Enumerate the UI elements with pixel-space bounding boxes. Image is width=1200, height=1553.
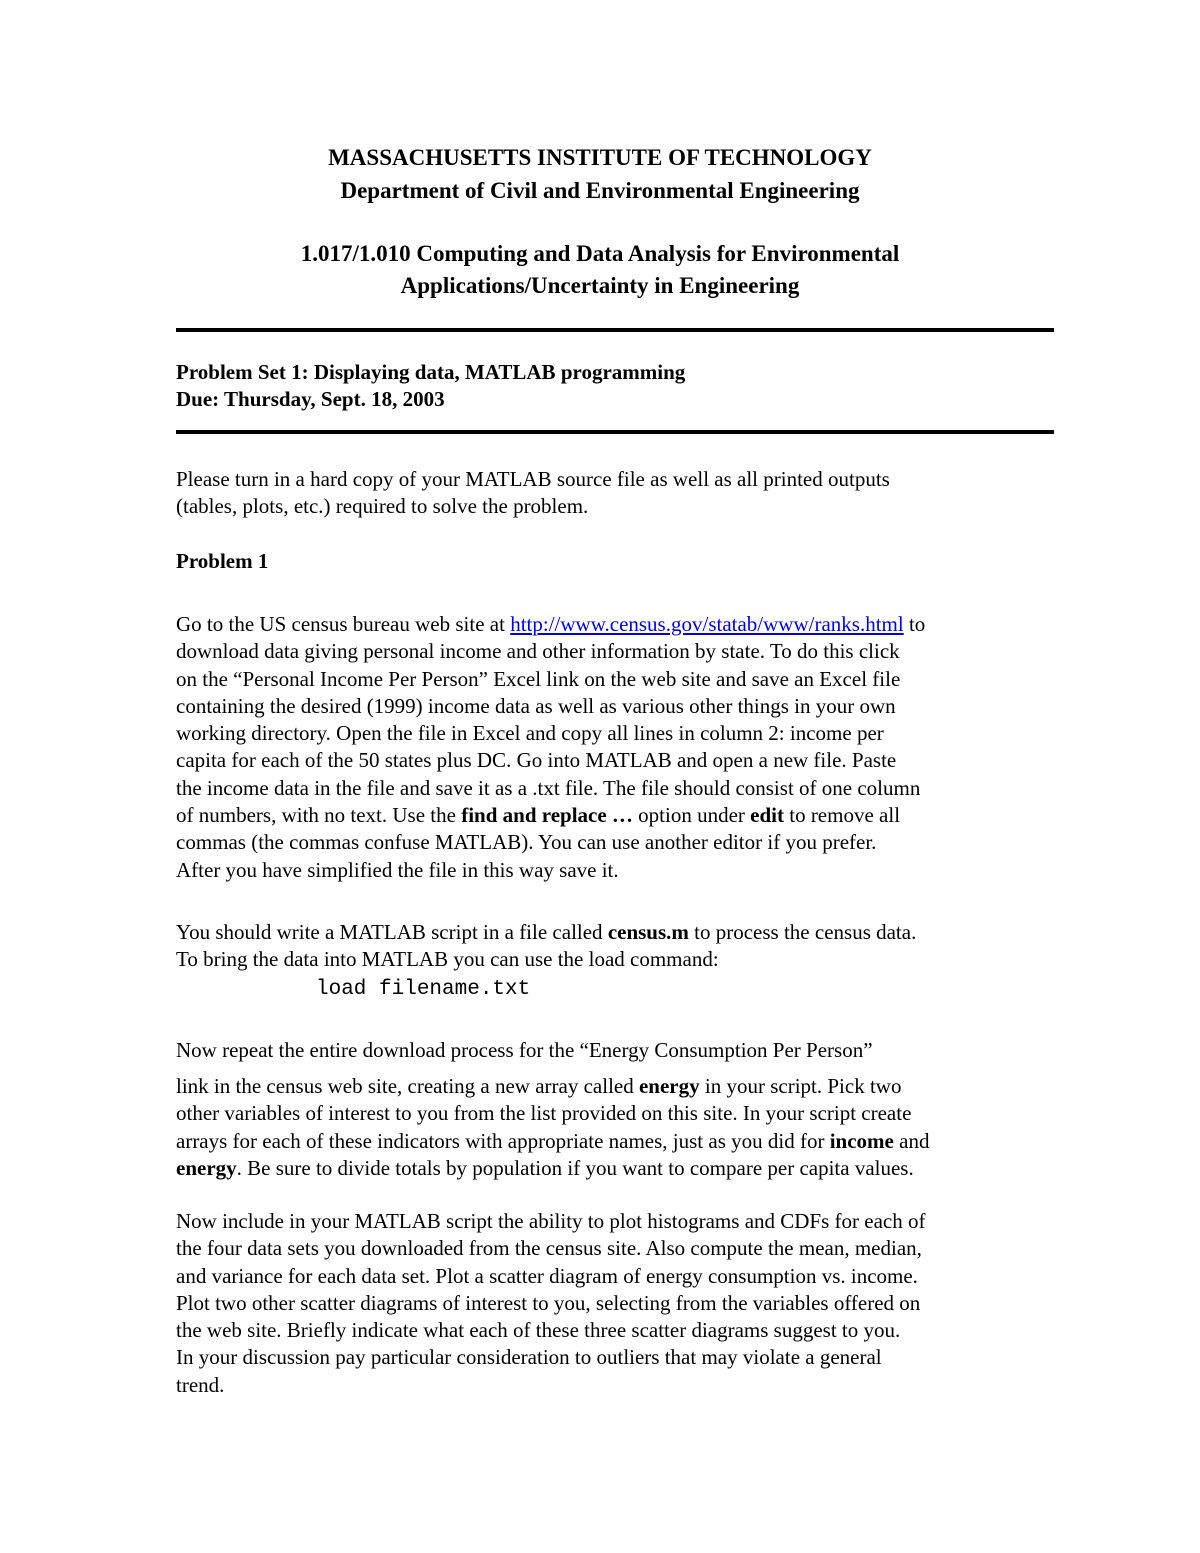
find-replace-term: find and replace … <box>461 803 633 828</box>
paragraph-script-instructions <box>176 919 1056 1003</box>
paragraph-line: and variance for each data set. Plot a scatter diagram of energy consumption vs. income. <box>176 1263 918 1288</box>
bottom-divider <box>176 430 1054 434</box>
paragraph-line: energy. Be sure to divide totals by population if you want to compare per capita values. <box>176 1155 914 1180</box>
energy-term: energy <box>638 1074 700 1098</box>
paragraph-line: link in the census web site, creating a new array called energy in your script. Pick two <box>176 1074 902 1098</box>
energy-term: energy <box>176 1155 237 1180</box>
paragraph-energy-instructions <box>176 1073 1056 1182</box>
paragraph-line: other variables of interest to you from the list provided on this site. In your script create <box>176 1101 912 1126</box>
department-title: Department of Civil and Environmental Engineering <box>340 178 860 203</box>
paragraph-line: Now repeat the entire download process for the “Energy Consumption Per Person” <box>176 1038 873 1062</box>
intro-line: (tables, plots, etc.) required to solve the problem. <box>176 494 589 519</box>
paragraph-line: working directory. Open the file in Excel and copy all lines in column 2: income per <box>176 721 884 746</box>
paragraph-line: trend. <box>176 1372 225 1397</box>
problem-1-heading: Problem 1 <box>176 549 269 573</box>
script-filename: census.m <box>607 920 689 944</box>
paragraph-line: capita for each of the 50 states plus DC. Go into MATLAB and open a new file. Paste <box>176 748 897 773</box>
load-command: load filename.txt <box>316 977 531 1001</box>
paragraph-line: of numbers, with no text. Use the find and replace … option under edit to remove all <box>176 803 901 828</box>
problem-set-title: Problem Set 1: Displaying data, MATLAB programming <box>176 360 686 384</box>
paragraph-line: containing the desired (1999) income data as well as various other things in your own <box>176 693 896 718</box>
course-title-line1: 1.017/1.010 Computing and Data Analysis for Environmental <box>300 241 900 266</box>
paragraph-download-instructions <box>176 611 1056 884</box>
paragraph-line: In your discussion pay particular consideration to outliers that may violate a general <box>176 1345 882 1370</box>
paragraph-line: Now include in your MATLAB script the ability to plot histograms and CDFs for each of <box>176 1209 926 1233</box>
top-divider <box>176 328 1054 332</box>
problem-set-header <box>176 359 1056 414</box>
due-date: Due: Thursday, Sept. 18, 2003 <box>176 387 445 412</box>
census-ranks-link[interactable]: http://www.census.gov/statab/www/ranks.html <box>510 612 904 636</box>
paragraph-line: on the “Personal Income Per Person” Excel link on the web site and save an Excel file <box>176 666 901 691</box>
paragraph-line: To bring the data into MATLAB you can use the load command: <box>176 947 719 972</box>
paragraph-line: You should write a MATLAB script in a file called census.m to process the census data. <box>176 920 917 944</box>
paragraph-line: Go to the US census bureau web site at http://www.census.gov/statab/www/ranks.html to <box>176 612 926 636</box>
intro-line: Please turn in a hard copy of your MATLAB source file as well as all printed outputs <box>176 467 890 491</box>
course-title-line2: Applications/Uncertainty in Engineering <box>400 273 800 298</box>
paragraph-line: the four data sets you downloaded from the census site. Also compute the mean, median, <box>176 1236 922 1261</box>
paragraph-energy-line1 <box>176 1037 1056 1064</box>
income-term: income <box>829 1128 894 1153</box>
paragraph-line: the income data in the file and save it as a .txt file. The file should consist of one column <box>176 775 921 800</box>
paragraph-analysis-instructions <box>176 1208 1056 1399</box>
institution-title: MASSACHUSETTS INSTITUTE OF TECHNOLOGY <box>328 145 872 170</box>
paragraph-line: arrays for each of these indicators with appropriate names, just as you did for income and <box>176 1128 930 1153</box>
code-line <box>176 974 1056 1003</box>
paragraph-line: Plot two other scatter diagrams of interest to you, selecting from the variables offered on <box>176 1290 921 1315</box>
paragraph-line: download data giving personal income and other information by state. To do this click <box>176 639 900 664</box>
paragraph-line: After you have simplified the file in this way save it. <box>176 857 619 882</box>
paragraph-line: the web site. Briefly indicate what each of these three scatter diagrams suggest to you. <box>176 1318 901 1343</box>
edit-menu-term: edit <box>750 803 784 828</box>
intro-paragraph <box>176 466 1056 521</box>
paragraph-line: commas (the commas confuse MATLAB). You can use another editor if you prefer. <box>176 830 877 855</box>
